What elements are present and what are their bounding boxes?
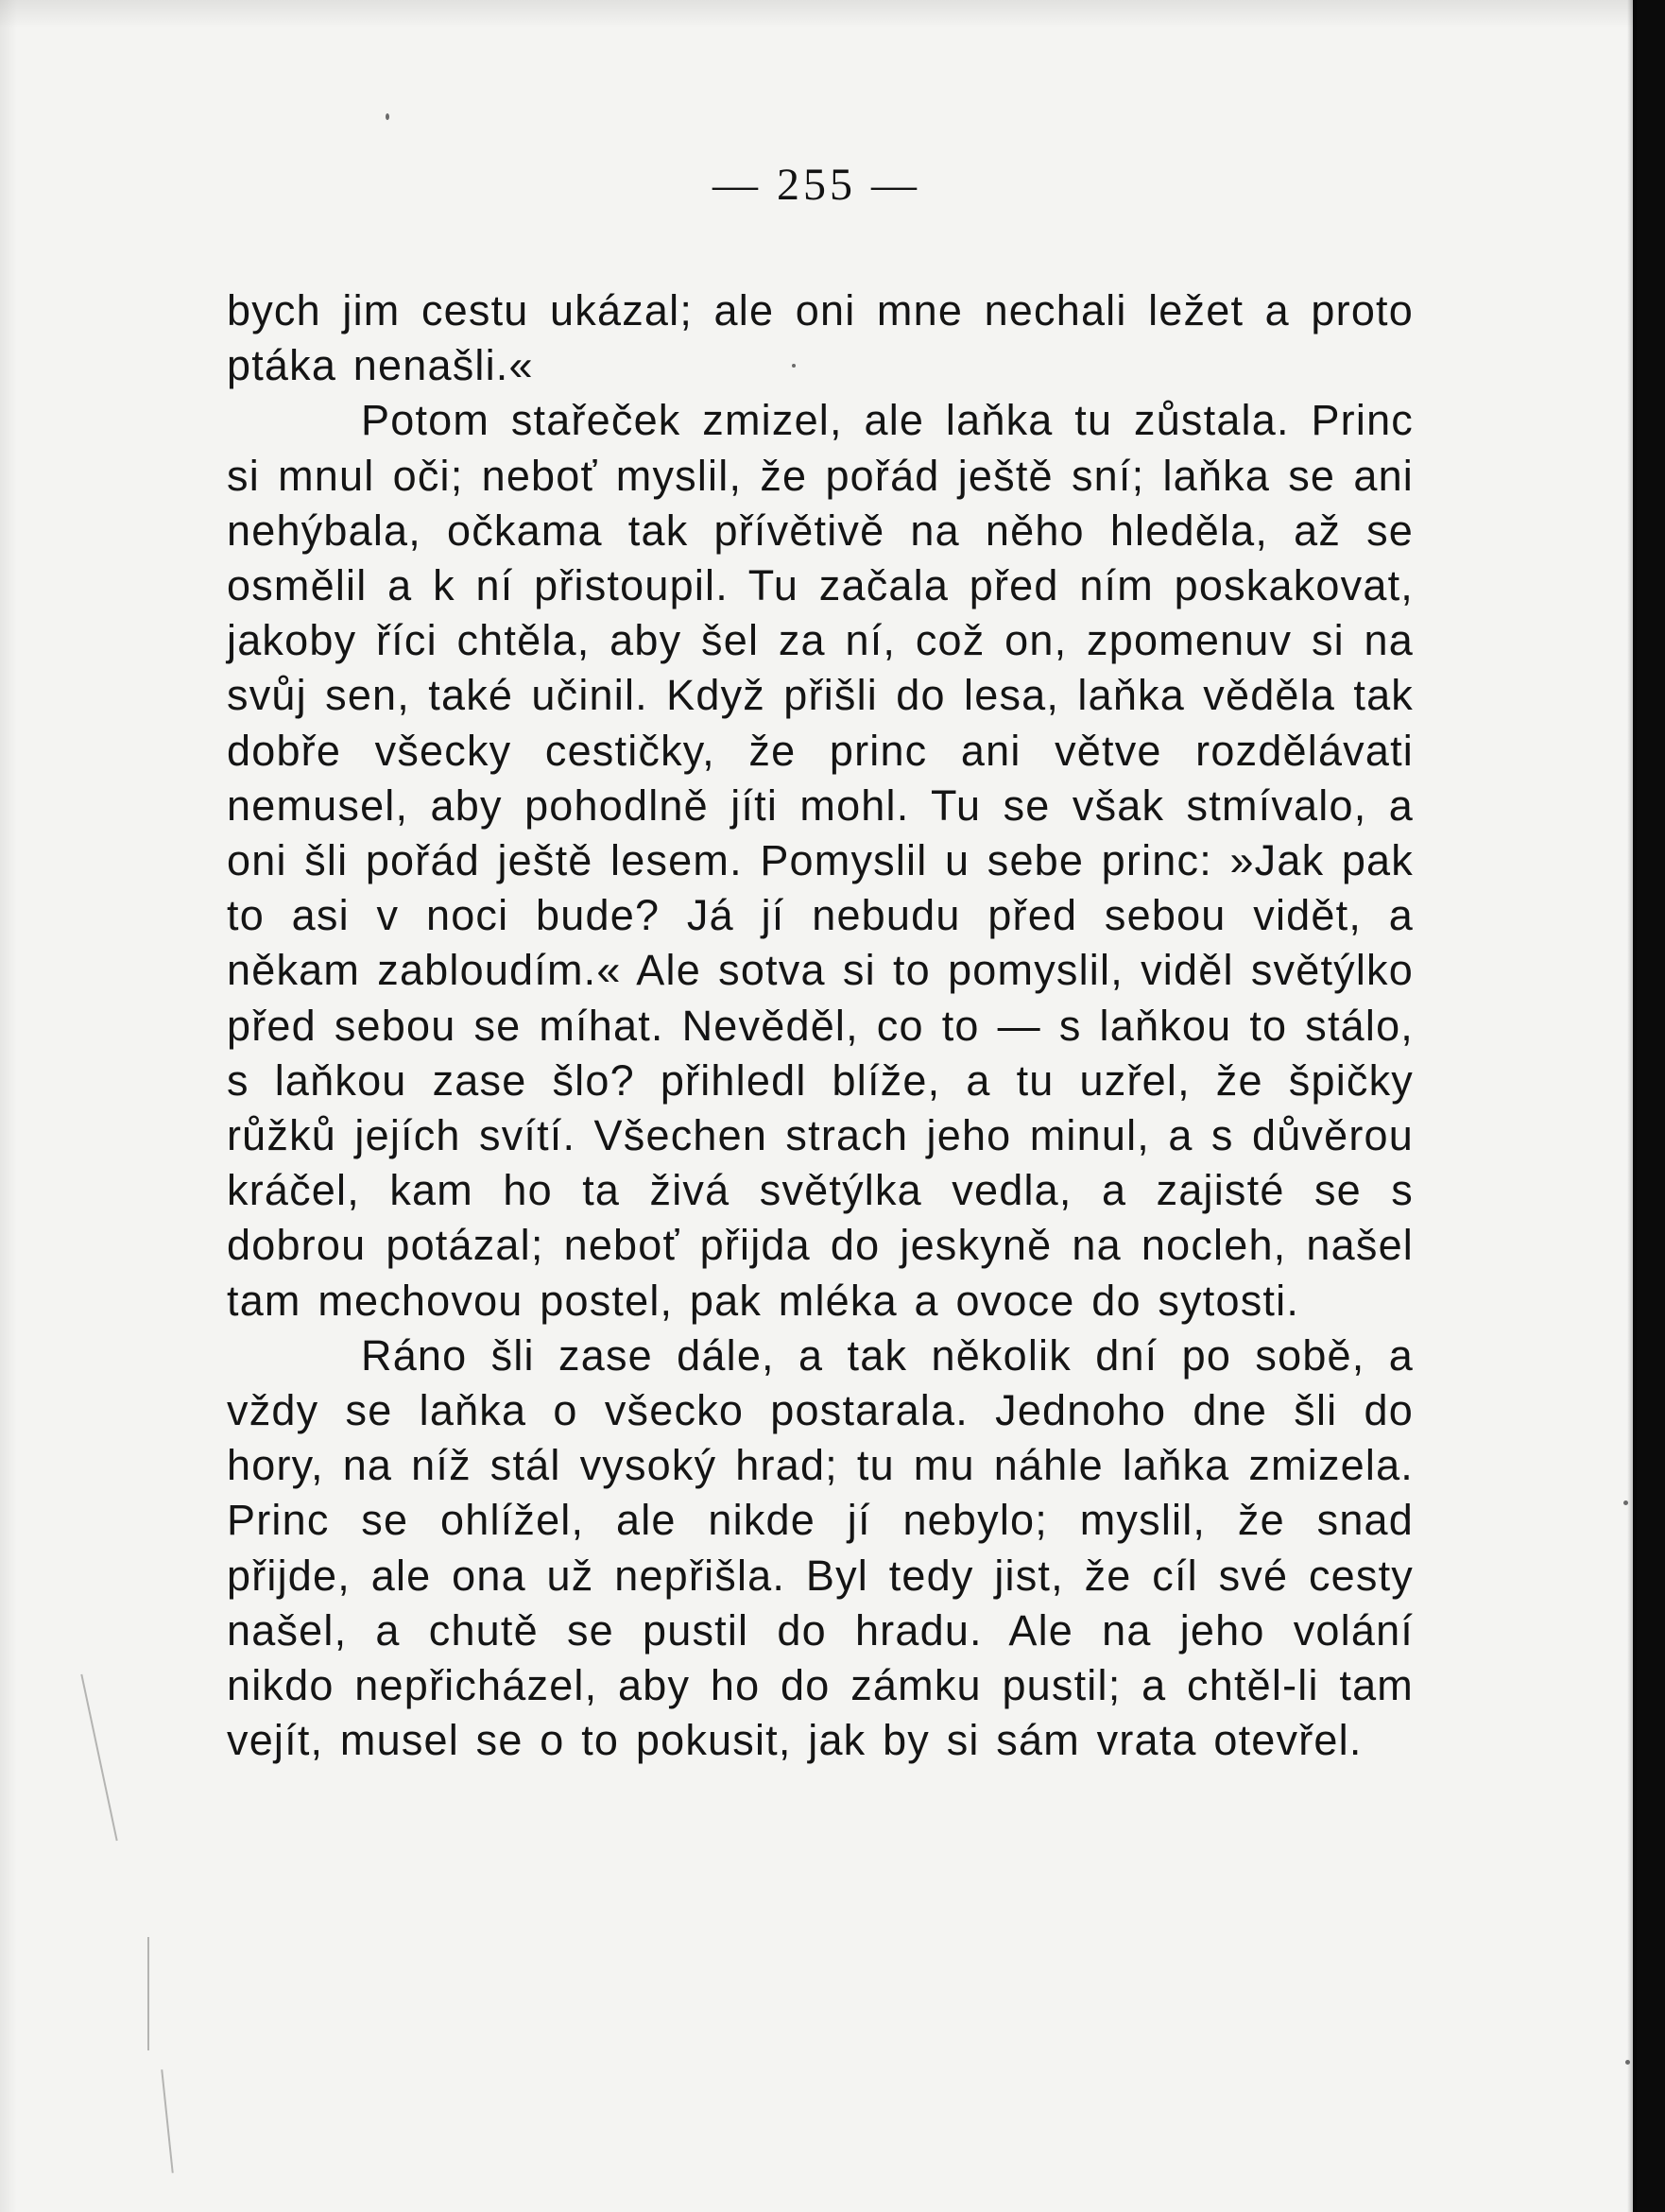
scan-speck [1623,1500,1628,1505]
scan-scratch [161,2069,173,2173]
paragraph-1: bych jim cestu ukázal; ale oni mne nechali ležet a proto ptáka nenašli.« [227,286,1414,390]
top-shadow [0,0,1633,28]
paragraph-3: Ráno šli zase dále, a tak několik dní po sobě, a vždy se laňka o všecko postarala. Jednoho dne šli do hory, na níž stál vysoký hrad; tu mu náhle laňka zmizela. Princ se ohlížel, ale nikde jí nebylo; myslil, že snad přijde, ale ona už nepřišla. Byl tedy jist, že cíl své cesty našel, a chutě se pustil do hradu. Ale na jeho volání nikdo nepřicházel, aby ho do zámku pustil; a chtěl-li tam vejít, musel se o to pokusit, jak by si sám vrata otevřel. [227,1330,1414,1765]
left-shadow [0,0,17,2212]
paragraph-2: Potom stařeček zmizel, ale laňka tu zůstala. Princ si mnul oči; neboť myslil, že pořád ještě sní; laňka se ani nehýbala, očkama tak přívětivě na něho hleděla, až se osmělil a k ní přistoupil. Tu začala před ním poskakovat, jakoby říci chtěla, aby šel za ní, což on, zpomenuv si na svůj sen, také učinil. Když přišli do lesa, laňka věděla tak dobře všecky cestičky, že princ ani větve rozdělávati nemusel, aby pohodlně jíti mohl. Tu se však stmívalo, a oni šli pořád ještě lesem. Pomyslil u sebe princ: »Jak pak to asi v noci bude? Já jí nebudu před sebou vidět, a někam zabloudím.« Ale sotva si to pomyslil, viděl světýlko před sebou se míhat. Nevěděl, co to — s laňkou to stálo, s laňkou zase šlo? přihledl blíže, a tu uzřel, že špičky růžků jejích svítí. Všechen strach jeho minul, a s důvěrou kráčel, kam ho ta živá světýlka vedla, a zajisté se s dobrou potázal; neboť přijda do jeskyně na nocleh, našel tam mechovou postel, pak mléka a ovoce do sytosti. [227,396,1414,1325]
page-number: — 255 — [712,160,920,210]
body-text [227,283,1414,1768]
scan-scratch [80,1674,117,1841]
scan-speck [386,113,389,120]
scan-speck [792,364,796,368]
right-page-edge [1633,0,1665,2212]
scan-scratch [147,1937,149,2050]
scan-speck [1625,2060,1630,2065]
